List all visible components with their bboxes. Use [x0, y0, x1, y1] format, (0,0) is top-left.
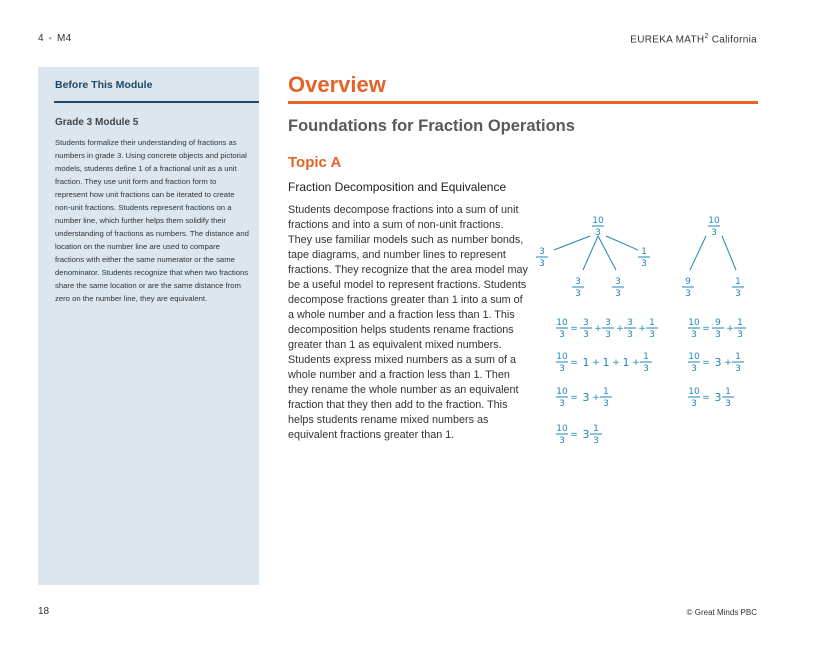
left-equation-3-equals: =: [570, 393, 578, 403]
left-bond-part-3-denominator: 3: [575, 289, 581, 299]
left-equation-3-term-2-denominator: 3: [603, 399, 609, 409]
left-bond-part-2-numerator: 1: [641, 247, 647, 257]
left-equation-1-term-4-denominator: 3: [649, 330, 655, 340]
left-equation-2-lhs-numerator: 10: [556, 352, 568, 362]
brand-suffix: California: [708, 34, 757, 46]
right-equation-2-lhs-numerator: 10: [688, 352, 700, 362]
left-equation-2-term-2: 1: [602, 356, 610, 369]
left-equation-2-plus-2: +: [612, 358, 620, 368]
brand-label: [630, 33, 757, 45]
right-bond-whole-denominator: 3: [711, 228, 717, 238]
left-equation-3-term-1: 3: [582, 391, 590, 404]
left-equation-1-plus-2: +: [616, 324, 624, 334]
left-equation-2-plus-3: +: [632, 358, 640, 368]
left-equation-1-lhs-denominator: 3: [559, 330, 565, 340]
right-bond-part-1-denominator: 3: [685, 289, 691, 299]
left-equation-3-lhs-numerator: 10: [556, 387, 568, 397]
right-equation-1-equals: =: [702, 324, 710, 334]
left-equation-4-whole: 3: [582, 428, 590, 441]
right-equation-2-plus-1: +: [724, 358, 732, 368]
right-bond-line-2: [722, 236, 736, 270]
left-bond-part-1-denominator: 3: [539, 259, 545, 269]
sidebar-title: Before This Module: [55, 79, 153, 91]
right-equation-1-term-1-numerator: 9: [715, 318, 721, 328]
left-equation-4-mixed-frac-denominator: 3: [593, 436, 599, 446]
left-equation-1-term-4-numerator: 1: [649, 318, 655, 328]
right-equation-1-lhs-denominator: 3: [691, 330, 697, 340]
left-equation-2-term-3: 1: [622, 356, 630, 369]
right-equation-2-lhs-denominator: 3: [691, 364, 697, 374]
left-bond-line-1: [554, 236, 590, 250]
left-equation-2-term-1: 1: [582, 356, 590, 369]
left-equation-1-plus-3: +: [638, 324, 646, 334]
separator-dot: •: [48, 34, 52, 43]
left-equation-1-term-2-denominator: 3: [605, 330, 611, 340]
sidebar-divider: [54, 101, 259, 103]
left-bond-part-4-numerator: 3: [615, 277, 621, 287]
right-equation-1-term-1-denominator: 3: [715, 330, 721, 340]
brand-name: EUREKA MATH: [630, 34, 705, 46]
left-bond-whole-denominator: 3: [595, 228, 601, 238]
right-equation-2-term-2-denominator: 3: [735, 364, 741, 374]
sidebar-subtitle: Grade 3 Module 5: [55, 117, 139, 128]
right-equation-3-lhs-numerator: 10: [688, 387, 700, 397]
left-bond-line-4: [598, 236, 616, 270]
module-breadcrumb: [38, 33, 71, 44]
left-equation-2-term-4-denominator: 3: [643, 364, 649, 374]
left-equation-3-lhs-denominator: 3: [559, 399, 565, 409]
left-equation-4-mixed-frac-numerator: 1: [593, 424, 599, 434]
title-divider: [288, 101, 758, 104]
left-equation-1-equals: =: [570, 324, 578, 334]
topic-title: Fraction Decomposition and Equivalence: [288, 180, 507, 194]
fraction-decomposition-diagram: [528, 200, 768, 460]
left-bond-line-2: [606, 236, 638, 250]
sidebar-body: Students formalize their understanding of fractions as numbers in grade 3. Using concrete objects and pictorial models, students define 1 of a fractional unit as a unit fraction. They use unit form and fraction form to represent how unit fractions can be iterated to create non-unit fractions. Students represent fractions on a number line, which further helps them solidify their understanding of fractions as numbers. The distance and location on the number line are used to compare fractions with either the same numerator or the same denominator. Students recognize that when two fractions share the same location or are the same distance from zero on the number line, they are equivalent.: [55, 138, 249, 303]
right-equation-3-whole: 3: [714, 391, 722, 404]
left-bond-part-1-numerator: 3: [539, 247, 545, 257]
left-equation-1-lhs-numerator: 10: [556, 318, 568, 328]
left-equation-4-lhs-denominator: 3: [559, 436, 565, 446]
left-equation-1-term-2-numerator: 3: [605, 318, 611, 328]
right-equation-3-lhs-denominator: 3: [691, 399, 697, 409]
left-equation-2-term-4-numerator: 1: [643, 352, 649, 362]
left-equation-1-term-1-denominator: 3: [583, 330, 589, 340]
topic-body: Students decompose fractions into a sum of unit fractions and into a sum of non-unit fractions. They use familiar models such as number bonds, tape diagrams, and number lines to represent fractions. They recognize that the area model may be a useful model to represent fractions. Students decompose fractions greater than 1 into a sum of a whole number and a fraction less than 1. This decomposition helps students rename fractions greater than 1 as equivalent mixed numbers. Students express mixed numbers as a sum of a whole number and a fraction less than 1. Then they rename the whole number as an equivalent fraction that they then add to the fraction. This helps students rename mixed numbers as equivalent fractions greater than 1.: [288, 204, 528, 441]
right-equation-3-mixed-frac-numerator: 1: [725, 387, 731, 397]
left-bond-part-4-denominator: 3: [615, 289, 621, 299]
right-equation-2-term-2-numerator: 1: [735, 352, 741, 362]
right-bond-part-1-numerator: 9: [685, 277, 691, 287]
before-module-sidebar: [38, 67, 259, 585]
right-bond-part-2-numerator: 1: [735, 277, 741, 287]
right-equation-1-term-2-denominator: 3: [737, 330, 743, 340]
left-bond-part-3-numerator: 3: [575, 277, 581, 287]
right-bond-whole-numerator: 10: [708, 216, 720, 226]
copyright: © Great Minds PBC: [686, 608, 757, 617]
left-equation-3-term-2-numerator: 1: [603, 387, 609, 397]
left-equation-1-term-3-denominator: 3: [627, 330, 633, 340]
left-equation-4-equals: =: [570, 430, 578, 440]
left-bond-line-3: [583, 236, 598, 270]
right-equation-1-term-2-numerator: 1: [737, 318, 743, 328]
right-equation-1-plus-1: +: [726, 324, 734, 334]
page-number: 18: [38, 606, 50, 617]
left-equation-3-plus-1: +: [592, 393, 600, 403]
right-equation-2-term-1: 3: [714, 356, 722, 369]
left-bond-part-2-denominator: 3: [641, 259, 647, 269]
module-code: M4: [56, 33, 72, 44]
left-equation-2-plus-1: +: [592, 358, 600, 368]
left-equation-2-lhs-denominator: 3: [559, 364, 565, 374]
right-equation-3-mixed-frac-denominator: 3: [725, 399, 731, 409]
right-equation-2-equals: =: [702, 358, 710, 368]
brand-superscript: 2: [704, 33, 709, 40]
left-equation-2-equals: =: [570, 358, 578, 368]
right-equation-3-equals: =: [702, 393, 710, 403]
left-equation-1-term-1-numerator: 3: [583, 318, 589, 328]
left-equation-1-term-3-numerator: 3: [627, 318, 633, 328]
right-bond-line-1: [690, 236, 706, 270]
right-bond-part-2-denominator: 3: [735, 289, 741, 299]
left-bond-whole-numerator: 10: [592, 216, 604, 226]
left-equation-4-lhs-numerator: 10: [556, 424, 568, 434]
module-number: 4: [38, 33, 44, 44]
topic-label: Topic A: [288, 154, 342, 171]
section-title: Foundations for Fraction Operations: [288, 117, 575, 135]
right-equation-1-lhs-numerator: 10: [688, 318, 700, 328]
page-title: Overview: [288, 72, 386, 97]
left-equation-1-plus-1: +: [594, 324, 602, 334]
